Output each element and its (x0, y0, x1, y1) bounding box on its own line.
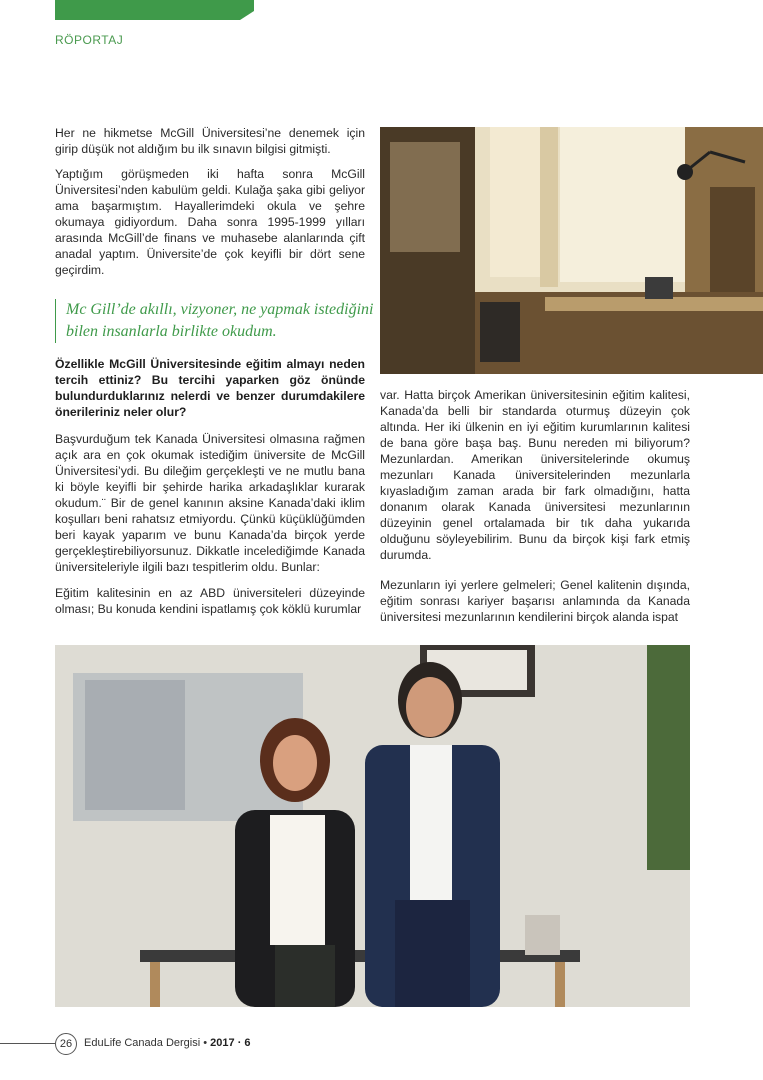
office-photo (380, 127, 763, 374)
paragraph: Her ne hikmetse McGill Üniversitesi’ne denemek için girip düşük not aldığım bu ilk sınavın bilgisi gitmişti. (55, 126, 365, 156)
issue-number: 2017 · 6 (210, 1037, 251, 1049)
paragraph: Mezunların iyi yerlere gelmeleri; Genel kalitenin dışında, eğitim sonrası kariyer başarısı anlamında da Kanada üniversitesi mezunlarının kendilerini birçok alanda ispat (380, 578, 690, 624)
answer-right-column (380, 387, 690, 634)
section-label: RÖPORTAJ (55, 33, 124, 47)
office-photo-illustration (380, 127, 763, 374)
intro-text (55, 125, 365, 287)
paragraph: Yaptığım görüşmeden iki hafta sonra McGill Üniversitesi’nden kabulüm geldi. Kulağa şaka gibi geliyor ama başarmıştım. Hayallerimdeki okula ve şehre okumaya gidiyordum. Daha sonra 1995-1999 yılları arasında McGill’de finans ve muhasebe alanlarında çift anadal yaptım. Üniversite’de çok keyifli bir dört sene geçirdim. (55, 167, 365, 277)
answer-left-column (55, 431, 365, 627)
footer-rule (0, 1043, 55, 1044)
pull-quote: Mc Gill’de akıllı, vizyoner, ne yapmak istediğini bilen insanlarla birlikte okudum. (55, 299, 376, 343)
interview-photo-illustration (55, 645, 690, 1007)
interview-question: Özellikle McGill Üniversitesinde eğitim almayı neden tercih ettiniz? Bu tercihi yaparken göz önünde bulundurduklarınız nelerdi ve benzer durumdakilere önerileriniz neler olur? (55, 357, 365, 419)
interview-photo (55, 645, 690, 1007)
paragraph: Başvurduğum tek Kanada Üniversitesi olmasına rağmen açık ara en çok okumak istediğim üniversite de McGill Üniversitesi’ydi. Bu dileğim gerçekleşti ve ne mutlu bana ki böyle keyifli bir şehirde harika arkadaşlıklar kurarak okudum.¨ Bir de genel kanının aksine Kanada’daki iklim koşulları beni rahatsız etmiyordu. Çünkü küçüklüğümden beri kayak yaparım ve bunu Kanada’da birçok yerde gerçekleştirebiliyorsunuz. Dikkatle incelediğimde Kanada üniversiteleriyle ilgili bazı tespitlerim oldu. Bunlar: (55, 432, 365, 574)
page-number: 26 (55, 1033, 77, 1055)
paragraph: Eğitim kalitesinin en az ABD üniversiteleri düzeyinde olması; Bu konuda kendini ispatlamış çok köklü kurumlar (55, 586, 365, 616)
magazine-name: EduLife Canada Dergisi (84, 1037, 201, 1049)
separator: • (203, 1037, 211, 1049)
footer-magazine (84, 1037, 251, 1049)
paragraph: var. Hatta birçok Amerikan üniversitesinin eğitim kalitesi, Kanada’da belli bir standarda oturmuş düzeyin çok altında. Her iki ülkenin en iyi eğitim kurumlarının kalitesi de bana göre başa baş. Bunu nereden mi biliyorum? Mezunlardan. Amerikan üniversitelerinde okumuş mezunları Kanada üniversitelerinden mezunlarla kıyasladığım zaman arada bir fark olmadığını, hatta donanım olarak Kanada üniversitesi mezunlarının düzeyinin genel ortalamada bir tık daha yukarıda olduğunu söyleyebilirim. Bunu da birçok kişi fark etmiş durumda. (380, 388, 690, 562)
header-accent-bar (55, 0, 254, 20)
